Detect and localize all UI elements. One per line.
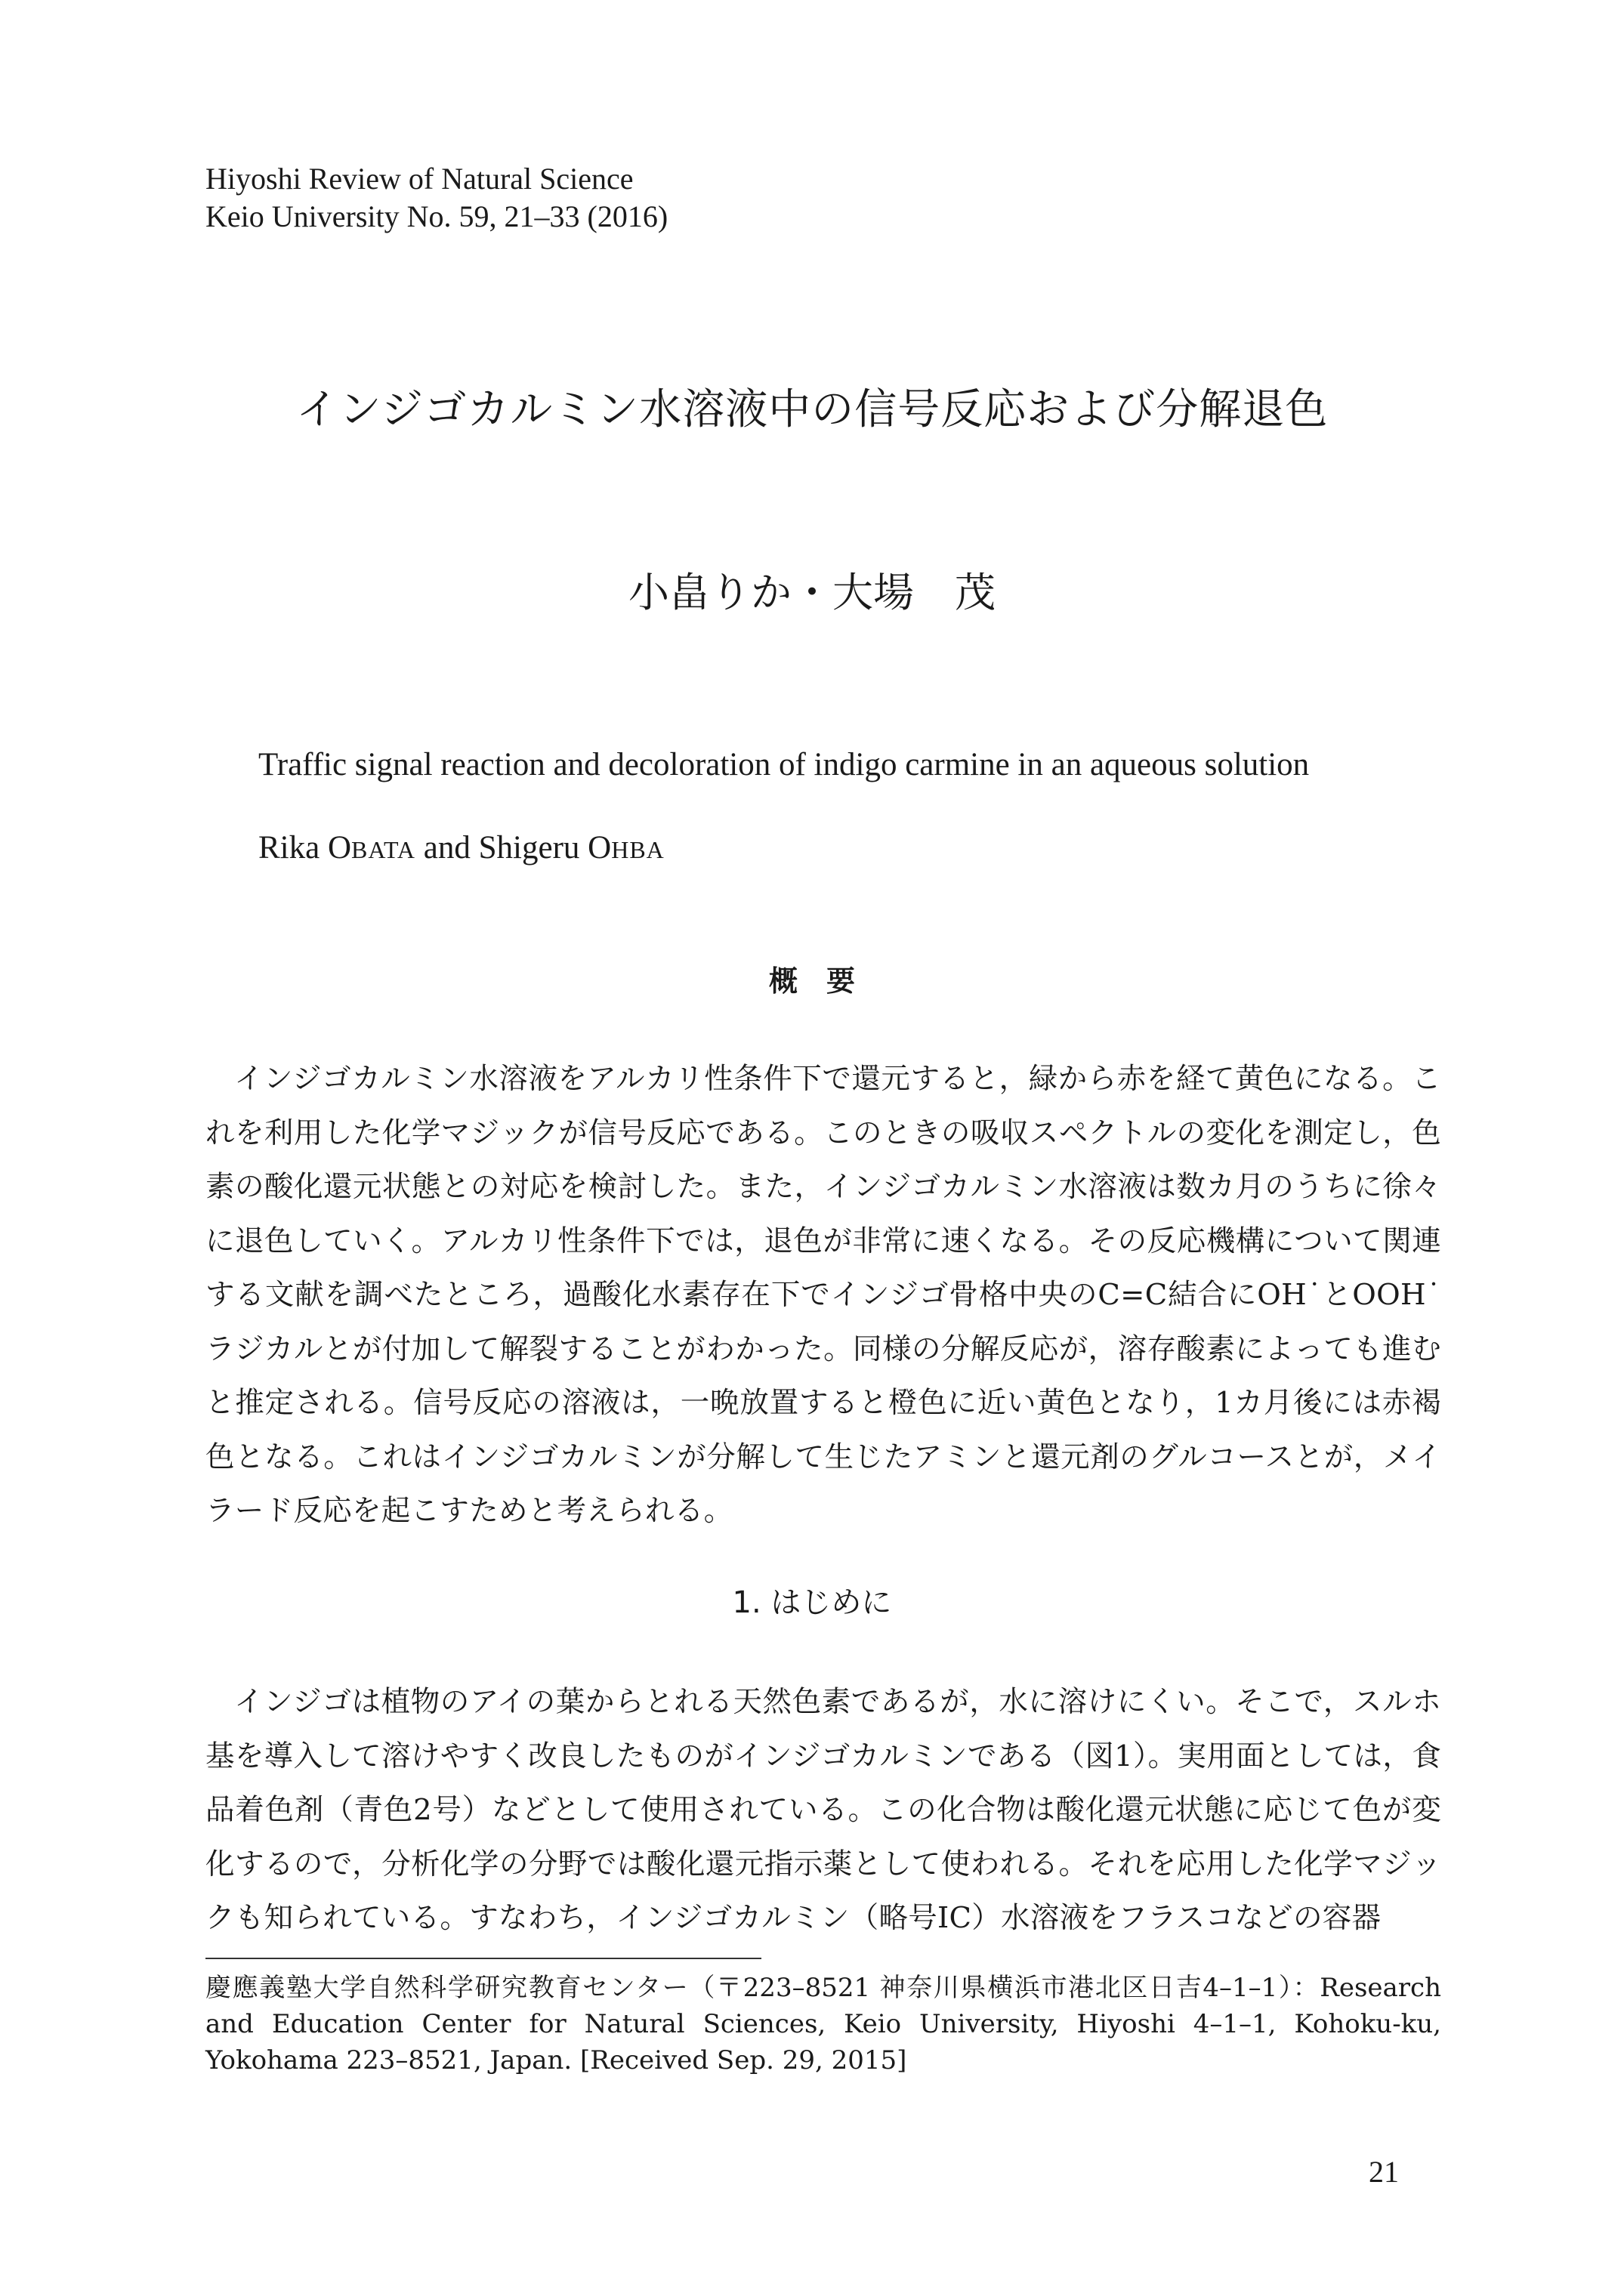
author-conjunction: and Shigeru [415, 830, 588, 866]
author1-last-initial: O [327, 830, 352, 866]
affiliation-footnote: 慶應義塾大学自然科学研究教育センター（〒223–8521 神奈川県横浜市港北区日吉4–1–1）：Research and Education Center for Natural Sciences, Keio University, Hiyoshi 4–1–1, Kohoku-ku, Yokohama 223–8521, Japan. [Received Sep. 29, 2015] [205, 1973, 1441, 2075]
japanese-title: インジゴカルミン水溶液中の信号反応および分解退色 [295, 385, 1329, 434]
english-title: Traffic signal reaction and decoloration of indigo carmine in an aqueous solution [258, 747, 1310, 782]
journal-header [205, 160, 668, 236]
journal-issue: Keio University No. 59, 21–33 (2016) [205, 199, 668, 233]
introduction-text: インジゴは植物のアイの葉からとれる天然色素であるが，水に溶けにくい。そこで，スルホ基を導入して溶けやすく改良したものがインジゴカルミンである（図1）。実用面としては，食品着色剤（青色2号）などとして使用されている。この化合物は酸化還元状態に応じて色が変化するので，分析化学の分野では酸化還元指示薬として使われる。それを応用した化学マジックも知られている。すなわち，インジゴカルミン（略号IC）水溶液をフラスコなどの容器 [205, 1685, 1441, 1935]
author2-last-initial: O [588, 830, 612, 866]
author1-last-rest: BATA [351, 836, 416, 863]
section-heading-introduction: 1. はじめに [732, 1585, 892, 1620]
english-authors [258, 829, 665, 866]
abstract-text: インジゴカルミン水溶液をアルカリ性条件下で還元すると，緑から赤を経て黄色になる。これを利用した化学マジックが信号反応である。このときの吸収スペクトルの変化を測定し，色素の酸化還元状態との対応を検討した。また，インジゴカルミン水溶液は数カ月のうちに徐々に退色していく。アルカリ性条件下では，退色が非常に速くなる。その反応機構について関連する文献を調べたところ，過酸化水素存在下でインジゴ骨格中央のC=C結合にOH˙とOOH˙ラジカルとが付加して解裂することがわかった。同様の分解反応が，溶存酸素によっても進むと推定される。信号反応の溶液は，一晩放置すると橙色に近い黄色となり，1カ月後には赤褐色となる。これはインジゴカルミンが分解して生じたアミンと還元剤のグルコースとが，メイラード反応を起こすためと考えられる。 [205, 1062, 1441, 1528]
page-number: 21 [1369, 2155, 1399, 2189]
japanese-authors: 小畠りか・大場 茂 [628, 569, 996, 616]
footnote-divider [205, 1958, 761, 1959]
author2-last-rest: HBA [611, 836, 665, 863]
abstract-heading: 概 要 [768, 964, 855, 998]
author1-first: Rika [258, 830, 328, 866]
journal-name: Hiyoshi Review of Natural Science [205, 162, 634, 196]
